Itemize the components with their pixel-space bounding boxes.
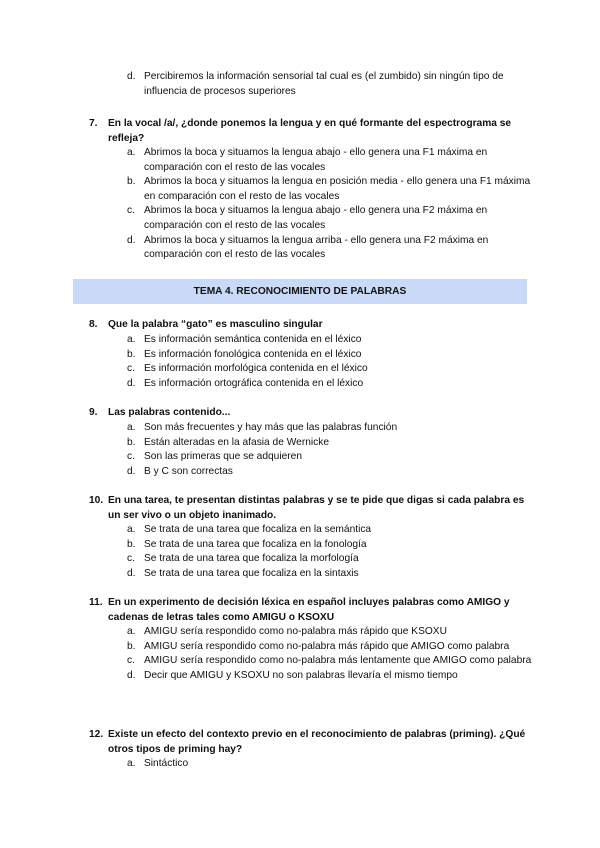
option-a: [127, 146, 532, 175]
option-letter: c.: [127, 553, 135, 565]
option-text: AMIGU sería respondido como no-palabra más rápido que KSOXU: [144, 626, 447, 637]
question-12-options: [127, 757, 532, 772]
option-letter: c.: [127, 451, 135, 463]
option-c: [127, 450, 532, 465]
section-heading: [73, 279, 527, 304]
option-text: Es información semántica contenida en el léxico: [144, 334, 362, 345]
option-b: [127, 640, 532, 655]
option-text: AMIGU sería respondido como no-palabra más lentamente que AMIGO como palabra: [144, 655, 532, 667]
question-text: Existe un efecto del contexto previo en el reconocimiento de palabras (priming). ¿Qué otros tipos de priming hay?: [108, 729, 526, 755]
option-text: Son las primeras que se adquieren: [144, 451, 303, 463]
option-text: AMIGU sería respondido como no-palabra más rápido que AMIGO como palabra: [144, 640, 510, 652]
question-10-options: [127, 523, 532, 581]
question-7-options: [127, 146, 532, 263]
option-a: [127, 757, 532, 772]
option-c: [127, 654, 532, 669]
option-a: [127, 625, 532, 640]
option-text: Es información fonológica contenida en el léxico: [144, 348, 362, 360]
option-d: [127, 377, 532, 392]
question-11: [89, 596, 539, 625]
option-text: Se trata de una tarea que focaliza en la semántica: [144, 524, 372, 535]
option-letter: a.: [127, 422, 136, 433]
option-letter: b.: [127, 640, 136, 652]
option-a: [127, 421, 532, 436]
option-text: Se trata de una tarea que focaliza en la fonología: [144, 538, 367, 550]
option-c: [127, 362, 532, 377]
question-number: 12.: [89, 729, 104, 740]
option-text: Son más frecuentes y hay más que las palabras función: [144, 422, 398, 433]
question-10: [89, 494, 539, 523]
option-text: Abrimos la boca y situamos la lengua en posición media - ello genera una F1 máxima en comparación con el resto de las vocales: [144, 176, 531, 202]
option-c: [127, 552, 532, 567]
question-8-options: [127, 333, 532, 391]
option-letter: a.: [127, 758, 136, 769]
option-text: Se trata de una tarea que focaliza en la sintaxis: [144, 567, 359, 579]
option-c: [127, 204, 532, 233]
option-letter: a.: [127, 147, 136, 158]
option-d: [127, 567, 532, 582]
question-9-options: [127, 421, 532, 479]
option-text: Es información morfológica contenida en el léxico: [144, 363, 368, 375]
option-text: Sintáctico: [144, 758, 189, 769]
question-text: Las palabras contenido...: [108, 407, 231, 418]
option-d: [127, 70, 532, 99]
option-text: Decir que AMIGU y KSOXU no son palabras llevaría el mismo tiempo: [144, 669, 458, 681]
option-letter: d.: [127, 377, 136, 389]
option-d: [127, 669, 532, 684]
option-d: [127, 234, 532, 263]
option-text: Se trata de una tarea que focaliza la morfología: [144, 553, 359, 565]
option-b: [127, 175, 532, 204]
option-letter: a.: [127, 524, 136, 535]
option-text: Abrimos la boca y situamos la lengua arriba - ello genera una F2 máxima en comparación con el resto de las vocales: [144, 234, 489, 261]
question-11-options: [127, 625, 532, 683]
option-letter: c.: [127, 205, 135, 217]
option-letter: d.: [127, 669, 136, 681]
option-text: Es información ortográfica contenida en el léxico: [144, 377, 364, 389]
option-letter: b.: [127, 436, 136, 448]
question-text: En una tarea, te presentan distintas palabras y se te pide que digas si cada palabra es un ser vivo o un objeto inanimado.: [108, 495, 525, 521]
option-letter: b.: [127, 538, 136, 550]
section-title: TEMA 4. RECONOCIMIENTO DE PALABRAS: [193, 286, 407, 297]
option-letter: d.: [127, 567, 136, 579]
question-number: 11.: [89, 597, 103, 608]
option-a: [127, 333, 532, 348]
question-text: En un experimento de decisión léxica en español incluyes palabras como AMIGO y cadenas de letras tales como AMIGU o KSOXU: [108, 597, 510, 623]
question-7: [89, 117, 539, 146]
option-letter: d.: [127, 234, 136, 246]
option-text: Abrimos la boca y situamos la lengua abajo - ello genera una F2 máxima en comparación con el resto de las vocales: [144, 205, 488, 231]
question-text: En la vocal /a/, ¿donde ponemos la lengua y en qué formante del espectrograma se refleja?: [108, 118, 512, 144]
question-number: 9.: [89, 407, 98, 418]
option-b: [127, 538, 532, 553]
top-option-block: [127, 70, 532, 99]
option-text: B y C son correctas: [144, 465, 233, 477]
question-number: 8.: [89, 319, 98, 330]
question-9: [89, 406, 539, 421]
option-letter: d.: [127, 465, 136, 477]
option-letter: c.: [127, 655, 135, 667]
option-text: Percibiremos la información sensorial tal cual es (el zumbido) sin ningún tipo de influencia de procesos superiores: [144, 71, 504, 97]
option-d: [127, 465, 532, 480]
question-number: 7.: [89, 118, 98, 129]
option-letter: a.: [127, 334, 136, 345]
option-b: [127, 436, 532, 451]
question-text: Que la palabra “gato” es masculino singular: [108, 319, 323, 330]
option-letter: a.: [127, 626, 136, 637]
option-a: [127, 523, 532, 538]
question-8: [89, 318, 539, 333]
question-number: 10.: [89, 495, 104, 506]
option-letter: b.: [127, 176, 136, 188]
option-b: [127, 348, 532, 363]
option-letter: c.: [127, 363, 135, 375]
option-text: Abrimos la boca y situamos la lengua abajo - ello genera una F1 máxima en comparación con el resto de las vocales: [144, 147, 488, 173]
option-letter: d.: [127, 71, 136, 82]
option-letter: b.: [127, 348, 136, 360]
question-12: [89, 728, 539, 757]
option-text: Están alteradas en la afasia de Wernicke: [144, 436, 329, 448]
